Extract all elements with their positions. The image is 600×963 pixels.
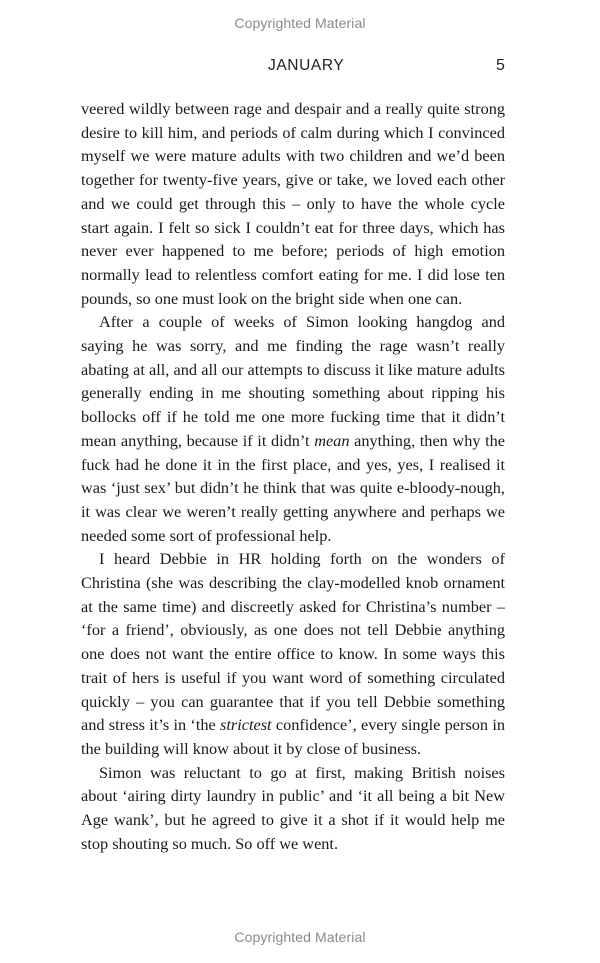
body-text	[81, 97, 505, 856]
running-head: JANUARY	[268, 57, 345, 74]
copyright-watermark-bottom: Copyrighted Material	[234, 929, 366, 945]
paragraph-4	[81, 761, 505, 856]
emphasis-text: mean	[314, 430, 350, 450]
emphasis-text: strictest	[220, 715, 272, 735]
paragraph-1	[81, 97, 505, 310]
paragraph-text: anything, then why the fuck had he done it in the first place, and yes, yes, I realised it was ‘just sex’ but didn’t he think that was quite e-bloody-nough, it was clear we weren’t really getting anywhere and perhaps we needed some sort of professional help.	[81, 430, 505, 545]
paragraph-2	[81, 310, 505, 547]
paragraph-text: veered wildly between rage and despair and a really quite strong desire to kill him, and periods of calm during which I convinced myself we were mature adults with two children and we’d been together for twenty-five years, give or take, we loved each other and we could get through this – only to have the whole cycle start again. I felt so sick I couldn’t eat for three days, which has never ever happened to me before; periods of high emotion normally lead to relentless comfort eating for me. I did lose ten pounds, so one must look on the bright side when one can.	[81, 99, 505, 308]
paragraph-text: confidence’, every single person in the building will know about it by close of business.	[81, 715, 506, 758]
paragraph-3	[81, 547, 505, 760]
copyright-watermark-top: Copyrighted Material	[234, 15, 366, 31]
paragraph-text: Simon was reluctant to go at first, making British noises about ‘airing dirty laundry in public’ and ‘it all being a bit New Age wank’, but he agreed to give it a shot if it would help me stop shouting so much. So off we went.	[81, 762, 505, 853]
paragraph-text: I heard Debbie in HR holding forth on the wonders of Christina (she was describing the clay-modelled knob ornament at the same time) and discreetly asked for Christina’s number – ‘for a friend’, obviously, as one does not tell Debbie anything one does not want the entire office to know. In some ways this trait of hers is useful if you want word of something circulated quickly – you can guarantee that if you tell Debbie something and stress it’s in ‘the	[81, 549, 505, 735]
paragraph-text: After a couple of weeks of Simon looking hangdog and saying he was sorry, and me finding the rage wasn’t really abating at all, and all our attempts to discuss it like mature adults generally ending in me shouting something about ripping his bollocks off if he told me one more fucking time that it didn’t mean anything, because if it didn’t	[81, 312, 505, 450]
page-number: 5	[496, 57, 505, 74]
